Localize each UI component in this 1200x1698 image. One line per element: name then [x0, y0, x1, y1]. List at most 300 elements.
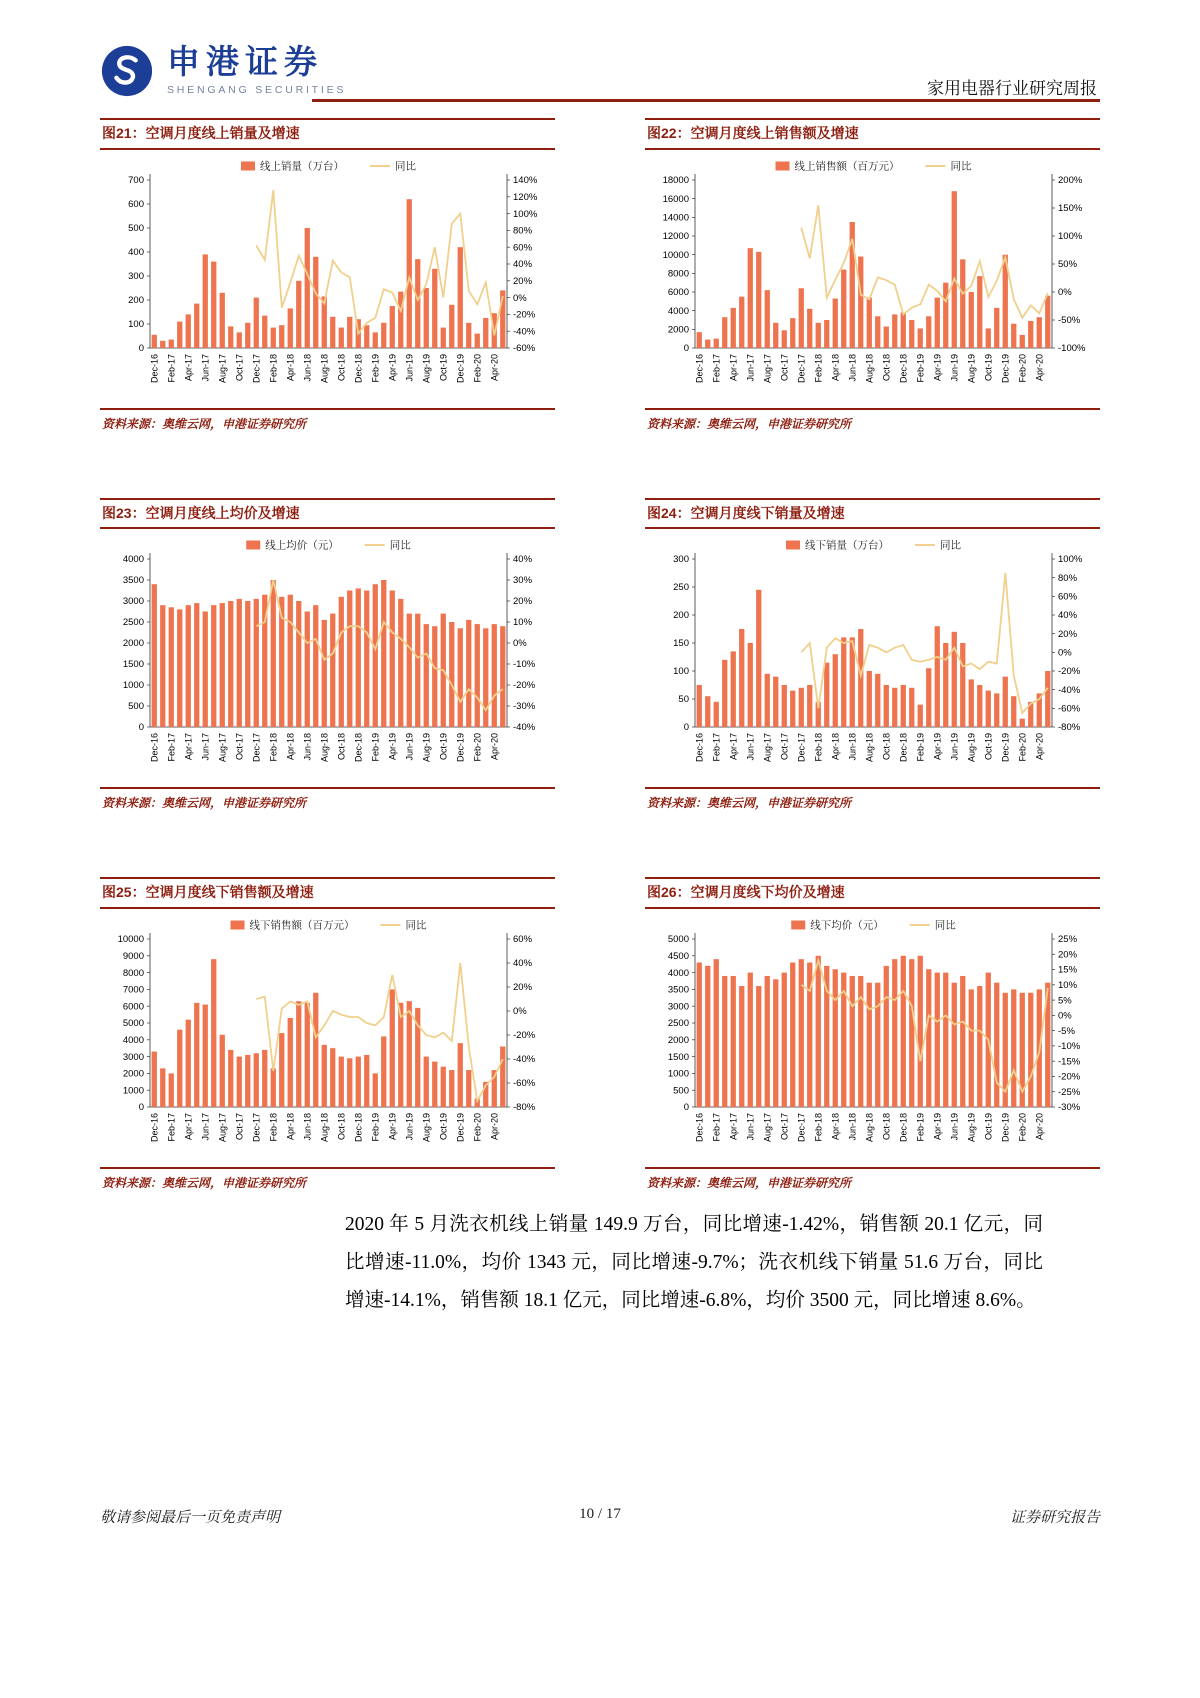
chart-canvas	[645, 156, 1100, 406]
svg-text:Jun-19: Jun-19	[949, 733, 960, 761]
footer-disclaimer: 敬请参阅最后一页免责声明	[100, 1510, 281, 1526]
svg-text:500: 500	[128, 222, 144, 234]
svg-text:-30%: -30%	[1058, 1101, 1081, 1113]
svg-text:Feb-18: Feb-18	[813, 353, 824, 383]
svg-text:Dec-19: Dec-19	[455, 1112, 466, 1142]
svg-text:Feb-19: Feb-19	[915, 353, 926, 383]
figure-chart	[645, 915, 1100, 1165]
svg-text:2500: 2500	[667, 1017, 689, 1029]
svg-text:Jun-18: Jun-18	[302, 353, 313, 382]
figure-block-25	[100, 877, 555, 1193]
svg-text:150: 150	[673, 638, 689, 650]
figure-block-21	[100, 118, 555, 434]
svg-text:Aug-18: Aug-18	[319, 1112, 330, 1142]
svg-text:100: 100	[128, 318, 144, 330]
chart-canvas	[100, 915, 555, 1165]
svg-text:Jun-18: Jun-18	[302, 733, 313, 761]
figure-chart	[100, 156, 555, 406]
svg-text:Dec-17: Dec-17	[251, 1112, 262, 1142]
brand-name: 申港证券	[167, 45, 323, 82]
svg-text:Feb-19: Feb-19	[915, 733, 926, 762]
svg-text:25%: 25%	[1058, 933, 1078, 945]
svg-text:4000: 4000	[122, 554, 144, 566]
svg-text:Feb-19: Feb-19	[370, 1112, 381, 1142]
figure-chart	[645, 156, 1100, 406]
svg-text:20%: 20%	[513, 596, 533, 608]
svg-text:10000: 10000	[662, 249, 689, 261]
svg-text:Apr-17: Apr-17	[183, 353, 194, 381]
source-note: 资料来源：奥维云网，申港证券研究所	[100, 1167, 555, 1193]
svg-text:Oct-17: Oct-17	[779, 353, 790, 381]
figure-block-23	[100, 498, 555, 814]
brand-logo-icon	[100, 44, 154, 98]
svg-text:0%: 0%	[1058, 286, 1072, 298]
svg-text:Apr-20: Apr-20	[489, 1112, 500, 1140]
svg-text:Aug-17: Aug-17	[762, 1112, 773, 1142]
svg-text:10%: 10%	[1058, 979, 1078, 991]
svg-text:-20%: -20%	[513, 309, 536, 321]
chart-canvas	[100, 156, 555, 406]
svg-text:Dec-18: Dec-18	[898, 353, 909, 383]
brand-text	[167, 46, 346, 96]
svg-text:Dec-16: Dec-16	[149, 733, 160, 763]
trend-line	[801, 205, 1048, 318]
chart-canvas	[645, 535, 1100, 785]
svg-text:Dec-18: Dec-18	[353, 1112, 364, 1142]
figure-block-24	[645, 498, 1100, 814]
trend-line	[256, 580, 503, 710]
svg-text:Apr-18: Apr-18	[285, 733, 296, 761]
figure-title: 图21：空调月度线上销量及增速	[100, 118, 555, 150]
svg-text:Feb-17: Feb-17	[711, 733, 722, 762]
svg-text:Feb-18: Feb-18	[813, 733, 824, 762]
svg-text:Aug-17: Aug-17	[217, 353, 228, 383]
svg-text:2000: 2000	[122, 638, 144, 650]
svg-text:Feb-17: Feb-17	[166, 1112, 177, 1142]
legend	[786, 539, 961, 552]
svg-text:Aug-18: Aug-18	[864, 353, 875, 383]
svg-text:Apr-17: Apr-17	[728, 353, 739, 381]
svg-text:Jun-17: Jun-17	[745, 1112, 756, 1141]
svg-text:Dec-19: Dec-19	[455, 733, 466, 763]
svg-text:Dec-18: Dec-18	[898, 1112, 909, 1142]
source-note: 资料来源：奥维云网，申港证券研究所	[645, 408, 1100, 434]
svg-text:Feb-18: Feb-18	[268, 733, 279, 762]
svg-text:80%: 80%	[513, 225, 533, 237]
svg-text:40%: 40%	[513, 957, 533, 969]
figure-chart	[100, 915, 555, 1165]
brand-subtitle: SHENGANG SECURITIES	[167, 83, 347, 96]
svg-text:140%: 140%	[513, 174, 538, 186]
svg-text:Oct-17: Oct-17	[234, 353, 245, 381]
svg-text:1000: 1000	[667, 1068, 689, 1080]
svg-text:Apr-18: Apr-18	[830, 1112, 841, 1140]
svg-text:Aug-18: Aug-18	[864, 1112, 875, 1142]
body-paragraph: 2020 年 5 月洗衣机线上销量 149.9 万台，同比增速-1.42%，销售额 20.1 亿元，同比增速-11.0%，均价 1343 元，同比增速-9.7%；洗衣机线下销量 51.6 万台，同比增速-14.1%，销售额 18.1 亿元，同比增速-6.8%，均价 3500 元，同比增速 8.6%。	[345, 1214, 1043, 1312]
svg-text:Aug-19: Aug-19	[421, 733, 432, 763]
svg-text:100%: 100%	[513, 208, 538, 220]
svg-text:Dec-18: Dec-18	[898, 733, 909, 763]
svg-text:3000: 3000	[667, 1000, 689, 1012]
svg-text:Apr-19: Apr-19	[387, 1112, 398, 1140]
svg-text:线上均价（元）: 线上均价（元）	[265, 539, 339, 552]
svg-text:1500: 1500	[667, 1051, 689, 1063]
svg-text:线下销量（万台）: 线下销量（万台）	[805, 539, 889, 552]
svg-text:60%: 60%	[513, 241, 533, 253]
svg-text:16000: 16000	[662, 193, 689, 205]
svg-text:-100%: -100%	[1058, 342, 1086, 354]
svg-text:6000: 6000	[122, 1000, 144, 1012]
svg-text:8000: 8000	[122, 967, 144, 979]
svg-text:50%: 50%	[1058, 258, 1078, 270]
svg-text:18000: 18000	[662, 174, 689, 186]
svg-text:Feb-20: Feb-20	[1017, 1112, 1028, 1142]
svg-text:4500: 4500	[667, 950, 689, 962]
svg-text:10%: 10%	[513, 617, 533, 629]
svg-text:Feb-19: Feb-19	[370, 733, 381, 762]
svg-text:Aug-19: Aug-19	[966, 733, 977, 763]
legend	[791, 918, 956, 931]
source-note: 资料来源：奥维云网，申港证券研究所	[645, 1167, 1100, 1193]
svg-text:同比: 同比	[389, 539, 411, 552]
svg-text:Feb-20: Feb-20	[472, 733, 483, 762]
svg-text:同比: 同比	[405, 919, 427, 931]
svg-text:Aug-19: Aug-19	[421, 353, 432, 383]
svg-text:-10%: -10%	[1058, 1040, 1081, 1052]
svg-text:Oct-17: Oct-17	[779, 1112, 790, 1140]
svg-text:-20%: -20%	[1058, 666, 1081, 678]
svg-text:Aug-19: Aug-19	[966, 1112, 977, 1142]
svg-text:40%: 40%	[1058, 610, 1078, 622]
figure-title: 图26：空调月度线下均价及增速	[645, 877, 1100, 909]
svg-text:1000: 1000	[122, 1084, 144, 1096]
svg-text:Oct-18: Oct-18	[336, 353, 347, 381]
svg-text:4000: 4000	[667, 967, 689, 979]
svg-text:Jun-17: Jun-17	[745, 353, 756, 382]
svg-text:4000: 4000	[122, 1034, 144, 1046]
svg-text:-25%: -25%	[1058, 1086, 1081, 1098]
svg-text:5%: 5%	[1058, 994, 1072, 1006]
svg-text:Feb-17: Feb-17	[711, 353, 722, 383]
svg-text:Apr-19: Apr-19	[932, 1112, 943, 1140]
svg-text:Apr-20: Apr-20	[1034, 1112, 1045, 1140]
svg-text:Aug-19: Aug-19	[421, 1112, 432, 1142]
svg-text:Jun-18: Jun-18	[847, 353, 858, 382]
trend-line	[256, 190, 503, 335]
svg-text:5000: 5000	[667, 933, 689, 945]
svg-text:Oct-19: Oct-19	[983, 1112, 994, 1140]
svg-text:Aug-18: Aug-18	[864, 733, 875, 763]
svg-text:0: 0	[683, 722, 689, 734]
svg-text:0%: 0%	[513, 292, 527, 304]
svg-text:Apr-20: Apr-20	[489, 733, 500, 761]
svg-text:Jun-19: Jun-19	[404, 733, 415, 761]
svg-text:100: 100	[673, 666, 689, 678]
svg-text:300: 300	[673, 554, 689, 566]
svg-text:Feb-20: Feb-20	[472, 1112, 483, 1142]
figure-title: 图22：空调月度线上销售额及增速	[645, 118, 1100, 150]
svg-text:2000: 2000	[667, 1034, 689, 1046]
svg-text:60%: 60%	[1058, 591, 1078, 603]
svg-text:-50%: -50%	[1058, 314, 1081, 326]
svg-text:Feb-18: Feb-18	[813, 1112, 824, 1142]
svg-text:40%: 40%	[513, 258, 533, 270]
svg-text:Dec-19: Dec-19	[455, 353, 466, 383]
source-note: 资料来源：奥维云网，申港证券研究所	[645, 787, 1100, 813]
svg-text:Apr-18: Apr-18	[830, 733, 841, 761]
svg-text:Apr-17: Apr-17	[728, 733, 739, 761]
svg-text:500: 500	[673, 1084, 689, 1096]
svg-text:同比: 同比	[934, 919, 956, 931]
svg-text:0%: 0%	[1058, 647, 1072, 659]
svg-text:Apr-20: Apr-20	[1034, 353, 1045, 381]
svg-text:同比: 同比	[395, 160, 416, 172]
svg-text:200%: 200%	[1058, 174, 1083, 186]
svg-text:2000: 2000	[122, 1068, 144, 1080]
svg-text:300: 300	[128, 270, 144, 282]
svg-text:Jun-18: Jun-18	[847, 1112, 858, 1141]
svg-text:700: 700	[128, 174, 144, 186]
svg-text:Dec-16: Dec-16	[694, 353, 705, 383]
svg-text:1500: 1500	[122, 659, 144, 671]
svg-text:-60%: -60%	[1058, 703, 1081, 715]
svg-text:3500: 3500	[667, 984, 689, 996]
svg-text:Jun-17: Jun-17	[200, 353, 211, 382]
brand	[100, 44, 346, 98]
svg-text:Jun-17: Jun-17	[200, 1112, 211, 1141]
svg-text:Dec-16: Dec-16	[149, 1112, 160, 1142]
svg-text:-60%: -60%	[513, 1077, 536, 1089]
svg-text:20%: 20%	[513, 275, 533, 287]
svg-text:30%: 30%	[513, 575, 533, 587]
svg-text:Dec-17: Dec-17	[251, 733, 262, 763]
charts-grid	[100, 118, 1100, 1193]
svg-text:3000: 3000	[122, 1051, 144, 1063]
svg-text:Feb-20: Feb-20	[472, 353, 483, 383]
svg-text:Oct-17: Oct-17	[234, 1112, 245, 1140]
figure-title: 图23：空调月度线上均价及增速	[100, 498, 555, 530]
svg-text:20%: 20%	[1058, 628, 1078, 640]
bars	[697, 191, 1051, 348]
trend-line	[801, 573, 1048, 713]
svg-text:3000: 3000	[122, 596, 144, 608]
legend	[246, 539, 411, 552]
page-number: 10 / 17	[579, 1506, 621, 1522]
svg-text:2500: 2500	[122, 617, 144, 629]
svg-text:Oct-18: Oct-18	[881, 733, 892, 761]
svg-text:Aug-19: Aug-19	[966, 353, 977, 383]
legend	[231, 918, 427, 931]
svg-text:Dec-16: Dec-16	[694, 733, 705, 763]
svg-text:-20%: -20%	[1058, 1071, 1081, 1083]
svg-text:7000: 7000	[122, 984, 144, 996]
svg-text:5000: 5000	[122, 1017, 144, 1029]
svg-text:Oct-19: Oct-19	[983, 733, 994, 761]
svg-text:0: 0	[138, 1101, 144, 1113]
trend-line	[256, 963, 503, 1101]
svg-text:0: 0	[138, 722, 144, 734]
svg-text:Jun-19: Jun-19	[949, 353, 960, 382]
svg-text:Dec-17: Dec-17	[251, 353, 262, 383]
svg-text:120%: 120%	[513, 191, 538, 203]
svg-text:0%: 0%	[513, 638, 527, 650]
svg-text:-15%: -15%	[1058, 1055, 1081, 1067]
svg-text:2000: 2000	[667, 324, 689, 336]
svg-text:20%: 20%	[1058, 948, 1078, 960]
svg-text:Feb-18: Feb-18	[268, 1112, 279, 1142]
svg-text:20%: 20%	[513, 981, 533, 993]
svg-text:200: 200	[128, 294, 144, 306]
svg-text:-80%: -80%	[513, 1101, 536, 1113]
svg-text:600: 600	[128, 198, 144, 210]
svg-text:Oct-19: Oct-19	[438, 1112, 449, 1140]
svg-text:150%: 150%	[1058, 202, 1083, 214]
svg-text:40%: 40%	[513, 554, 533, 566]
svg-text:同比: 同比	[940, 539, 961, 552]
svg-text:60%: 60%	[513, 933, 533, 945]
svg-text:Oct-19: Oct-19	[983, 353, 994, 381]
svg-text:Oct-18: Oct-18	[336, 1112, 347, 1140]
chart-canvas	[645, 915, 1100, 1165]
svg-text:-20%: -20%	[513, 1029, 536, 1041]
page-footer	[100, 1506, 1100, 1530]
source-note: 资料来源：奥维云网，申港证券研究所	[100, 787, 555, 813]
figure-block-22	[645, 118, 1100, 434]
svg-text:Feb-20: Feb-20	[1017, 733, 1028, 762]
legend	[241, 159, 416, 172]
svg-text:-5%: -5%	[1058, 1025, 1075, 1037]
svg-text:同比: 同比	[950, 160, 972, 172]
svg-text:Dec-19: Dec-19	[1000, 1112, 1011, 1142]
source-note: 资料来源：奥维云网，申港证券研究所	[100, 408, 555, 434]
svg-text:Dec-16: Dec-16	[694, 1112, 705, 1142]
svg-text:线上销售额（百万元）: 线上销售额（百万元）	[794, 160, 900, 172]
svg-text:12000: 12000	[662, 230, 689, 242]
svg-text:-40%: -40%	[513, 1053, 536, 1065]
header-rule	[312, 99, 1100, 102]
svg-text:-40%: -40%	[513, 722, 536, 734]
svg-text:15%: 15%	[1058, 964, 1078, 976]
svg-text:Apr-18: Apr-18	[285, 1112, 296, 1140]
svg-text:80%: 80%	[1058, 572, 1078, 584]
svg-text:Jun-19: Jun-19	[404, 353, 415, 382]
svg-text:Apr-20: Apr-20	[489, 353, 500, 381]
svg-text:6000: 6000	[667, 286, 689, 298]
svg-text:0: 0	[683, 1101, 689, 1113]
svg-text:-80%: -80%	[1058, 722, 1081, 734]
legend	[776, 159, 972, 172]
svg-text:Jun-19: Jun-19	[404, 1112, 415, 1141]
bars	[152, 580, 506, 727]
figure-title: 图24：空调月度线下销量及增速	[645, 498, 1100, 530]
svg-text:Dec-19: Dec-19	[1000, 733, 1011, 763]
svg-text:50: 50	[678, 694, 689, 706]
svg-text:Apr-19: Apr-19	[387, 733, 398, 761]
svg-text:Apr-18: Apr-18	[285, 353, 296, 381]
svg-text:Apr-18: Apr-18	[830, 353, 841, 381]
figure-chart	[645, 535, 1100, 785]
svg-text:Oct-19: Oct-19	[438, 733, 449, 761]
svg-text:200: 200	[673, 610, 689, 622]
svg-text:Apr-19: Apr-19	[932, 353, 943, 381]
svg-text:-40%: -40%	[513, 325, 536, 337]
svg-text:Dec-17: Dec-17	[796, 1112, 807, 1142]
svg-text:1000: 1000	[122, 680, 144, 692]
svg-text:500: 500	[128, 701, 144, 713]
svg-text:Dec-19: Dec-19	[1000, 353, 1011, 383]
svg-text:线上销量（万台）: 线上销量（万台）	[260, 160, 344, 172]
svg-text:10000: 10000	[117, 933, 144, 945]
figure-title: 图25：空调月度线下销售额及增速	[100, 877, 555, 909]
svg-text:Aug-17: Aug-17	[217, 1112, 228, 1142]
svg-text:100%: 100%	[1058, 554, 1083, 566]
svg-text:14000: 14000	[662, 212, 689, 224]
svg-text:Apr-19: Apr-19	[932, 733, 943, 761]
svg-text:Oct-18: Oct-18	[336, 733, 347, 761]
svg-text:Feb-17: Feb-17	[711, 1112, 722, 1142]
svg-text:3500: 3500	[122, 575, 144, 587]
svg-text:Oct-18: Oct-18	[881, 353, 892, 381]
svg-text:Feb-18: Feb-18	[268, 353, 279, 383]
svg-text:-20%: -20%	[513, 680, 536, 692]
svg-text:Apr-17: Apr-17	[728, 1112, 739, 1140]
svg-text:Feb-17: Feb-17	[166, 353, 177, 383]
svg-text:Feb-19: Feb-19	[370, 353, 381, 383]
svg-text:Dec-18: Dec-18	[353, 733, 364, 763]
svg-text:Dec-17: Dec-17	[796, 733, 807, 763]
svg-text:Oct-17: Oct-17	[234, 733, 245, 761]
svg-text:Jun-18: Jun-18	[302, 1112, 313, 1141]
svg-text:Oct-17: Oct-17	[779, 733, 790, 761]
svg-text:Jun-19: Jun-19	[949, 1112, 960, 1141]
svg-text:Feb-19: Feb-19	[915, 1112, 926, 1142]
svg-text:0%: 0%	[513, 1005, 527, 1017]
chart-canvas	[100, 535, 555, 785]
report-type: 家用电器行业研究周报	[927, 79, 1097, 98]
svg-text:Jun-17: Jun-17	[745, 733, 756, 761]
svg-text:400: 400	[128, 246, 144, 258]
svg-text:0: 0	[683, 342, 689, 354]
svg-text:100%: 100%	[1058, 230, 1083, 242]
svg-text:-60%: -60%	[513, 342, 536, 354]
svg-text:Aug-17: Aug-17	[217, 733, 228, 763]
svg-text:Aug-18: Aug-18	[319, 733, 330, 763]
svg-text:Jun-18: Jun-18	[847, 733, 858, 761]
svg-text:Oct-18: Oct-18	[881, 1112, 892, 1140]
footer-report-type: 证券研究报告	[1009, 1510, 1100, 1526]
svg-text:Aug-17: Aug-17	[762, 733, 773, 763]
svg-text:Dec-16: Dec-16	[149, 353, 160, 383]
figure-block-26	[645, 877, 1100, 1193]
svg-text:Apr-20: Apr-20	[1034, 733, 1045, 761]
svg-text:线下均价（元）: 线下均价（元）	[810, 919, 884, 931]
svg-text:Apr-19: Apr-19	[387, 353, 398, 381]
svg-text:9000: 9000	[122, 950, 144, 962]
svg-text:250: 250	[673, 582, 689, 594]
svg-text:Aug-18: Aug-18	[319, 353, 330, 383]
svg-text:0: 0	[138, 342, 144, 354]
svg-text:Feb-17: Feb-17	[166, 733, 177, 762]
svg-text:0%: 0%	[1058, 1010, 1072, 1022]
svg-text:Dec-17: Dec-17	[796, 353, 807, 383]
svg-text:Jun-17: Jun-17	[200, 733, 211, 761]
svg-text:-10%: -10%	[513, 659, 536, 671]
svg-text:-30%: -30%	[513, 701, 536, 713]
svg-text:4000: 4000	[667, 305, 689, 317]
svg-text:线下销售额（百万元）: 线下销售额（百万元）	[249, 919, 355, 931]
svg-text:8000: 8000	[667, 268, 689, 280]
svg-text:Oct-19: Oct-19	[438, 353, 449, 381]
